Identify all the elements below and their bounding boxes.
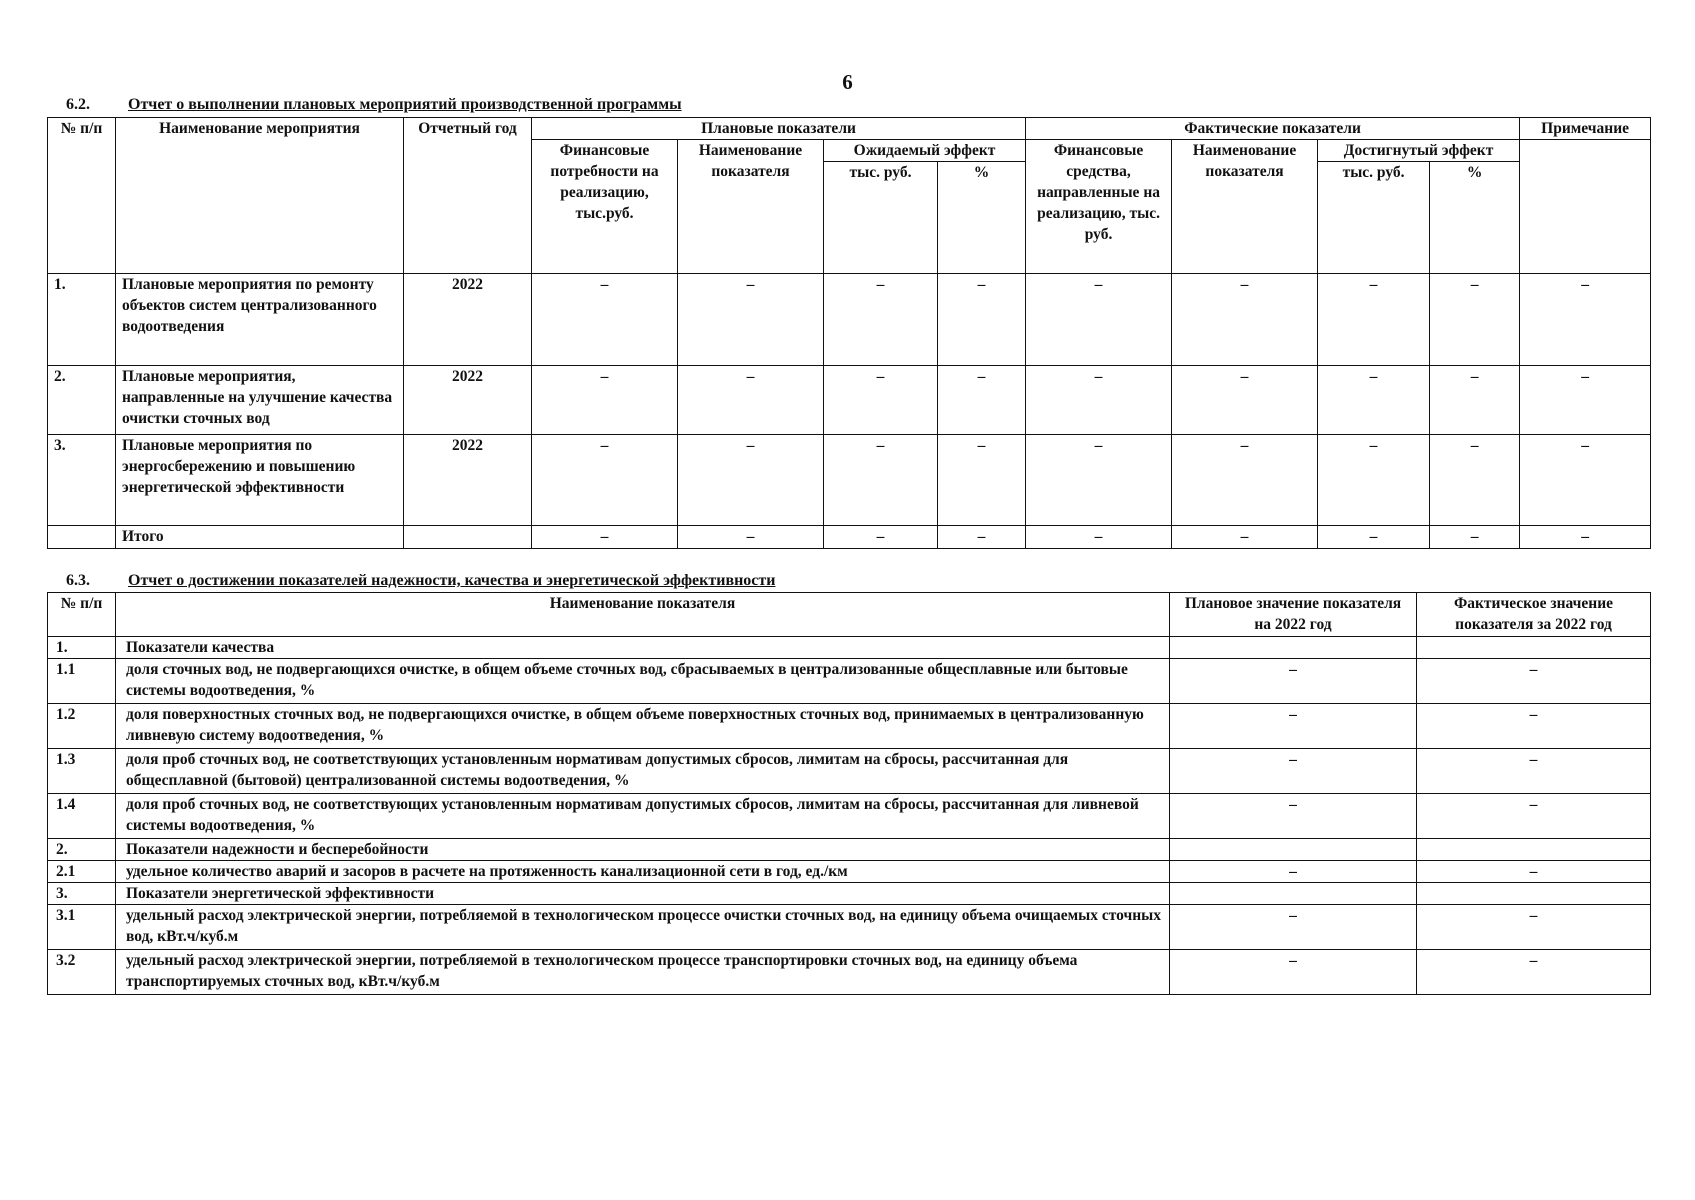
- indicators-table: [47, 592, 1651, 995]
- cell-fact-effect-rub: –: [1318, 366, 1430, 435]
- cell-plan-effect-rub: –: [824, 366, 938, 435]
- cell-plan-effect-rub: –: [824, 526, 938, 549]
- row-year: 2022: [404, 366, 532, 435]
- col-header-fact-effect-rub: тыс. руб.: [1318, 162, 1430, 274]
- row-name: доля сточных вод, не подвергающихся очистке, в общем объеме сточных вод, сбрасываемых в централизованные общесплавные или бытовые системы водоотведения, %: [116, 659, 1170, 704]
- cell-plan: –: [1170, 905, 1417, 950]
- row-name: Плановые мероприятия по ремонту объектов систем централизованного водоотведения: [116, 274, 404, 366]
- cell-fact-effect-pct: –: [1430, 366, 1520, 435]
- col-header-fact: Фактическое значение показателя за 2022 год: [1417, 593, 1651, 637]
- cell-plan-effect-rub: –: [824, 274, 938, 366]
- col-header-num: № п/п: [48, 593, 116, 637]
- cell-plan: –: [1170, 659, 1417, 704]
- section-number: 6.3.: [66, 572, 90, 589]
- row-name: Плановые мероприятия, направленные на улучшение качества очистки сточных вод: [116, 366, 404, 435]
- row-year: 2022: [404, 435, 532, 526]
- cell-fact-effect-pct: –: [1430, 435, 1520, 526]
- row-name: удельный расход электрической энергии, потребляемой в технологическом процессе очистки сточных вод, на единицу объема очищаемых сточных вод, кВт.ч/куб.м: [116, 905, 1170, 950]
- row-num: 1.3: [48, 749, 116, 794]
- cell-plan-indicator: –: [678, 366, 824, 435]
- cell-plan-effect-pct: –: [938, 435, 1026, 526]
- planned-activities-table: [47, 117, 1651, 549]
- row-num: 3.2: [48, 950, 116, 995]
- cell-note: –: [1520, 435, 1651, 526]
- cell-plan-fin: –: [532, 435, 678, 526]
- table-row: [48, 704, 1651, 749]
- table-row: [48, 905, 1651, 950]
- table-row: [48, 659, 1651, 704]
- row-year: 2022: [404, 274, 532, 366]
- table-row: [48, 839, 1651, 861]
- cell-fact: –: [1417, 704, 1651, 749]
- table-row: [48, 950, 1651, 995]
- cell-fact-effect-pct: –: [1430, 526, 1520, 549]
- col-header-fact-effect-pct: %: [1430, 162, 1520, 274]
- cell-fact: –: [1417, 659, 1651, 704]
- table-row: [48, 637, 1651, 659]
- table-row: [48, 794, 1651, 839]
- col-header-name: Наименование показателя: [116, 593, 1170, 637]
- row-num: 1.: [48, 274, 116, 366]
- col-header-note: Примечание: [1520, 118, 1651, 140]
- cell-fact: –: [1417, 794, 1651, 839]
- cell-fact-effect-pct: –: [1430, 274, 1520, 366]
- row-name: Показатели надежности и бесперебойности: [116, 839, 1170, 861]
- row-name: Итого: [116, 526, 404, 549]
- section-title: Отчет о достижении показателей надежности, качества и энергетической эффективности: [128, 572, 776, 589]
- col-header-fact-effect: Достигнутый эффект: [1318, 140, 1520, 162]
- col-header-planned: Плановые показатели: [532, 118, 1026, 140]
- cell-fact-effect-rub: –: [1318, 274, 1430, 366]
- row-name: доля проб сточных вод, не соответствующих установленным нормативам допустимых сбросов, лимитам на сбросы, рассчитанная для ливневой системы водоотведения, %: [116, 794, 1170, 839]
- row-name: доля проб сточных вод, не соответствующих установленным нормативам допустимых сбросов, лимитам на сбросы, рассчитанная для общесплавной (бытовой) централизованной системы водоотведения, %: [116, 749, 1170, 794]
- cell-plan: –: [1170, 861, 1417, 883]
- row-name: Плановые мероприятия по энергосбережению и повышению энергетической эффективности: [116, 435, 404, 526]
- row-year: [404, 526, 532, 549]
- col-header-plan-indicator: Наименование показателя: [678, 140, 824, 274]
- cell-fact: [1417, 883, 1651, 905]
- section-number: 6.2.: [66, 96, 90, 113]
- cell-fact-indicator: –: [1172, 526, 1318, 549]
- cell-plan-indicator: –: [678, 274, 824, 366]
- cell-note: –: [1520, 274, 1651, 366]
- cell-fact: [1417, 637, 1651, 659]
- row-num: 2.1: [48, 861, 116, 883]
- cell-plan-indicator: –: [678, 526, 824, 549]
- cell-plan: [1170, 883, 1417, 905]
- table-row: [48, 861, 1651, 883]
- total-row: [48, 526, 1651, 549]
- cell-fact-indicator: –: [1172, 274, 1318, 366]
- row-name: Показатели энергетической эффективности: [116, 883, 1170, 905]
- row-num: 3.1: [48, 905, 116, 950]
- page-number: 6: [842, 70, 853, 94]
- cell-plan: –: [1170, 794, 1417, 839]
- cell-plan-effect-rub: –: [824, 435, 938, 526]
- cell-fact-fin: –: [1026, 526, 1172, 549]
- cell-plan: –: [1170, 950, 1417, 995]
- cell-fact: [1417, 839, 1651, 861]
- cell-plan-effect-pct: –: [938, 366, 1026, 435]
- row-num: 1.2: [48, 704, 116, 749]
- col-header-fact-fin: Финансовые средства, направленные на реализацию, тыс. руб.: [1026, 140, 1172, 274]
- col-header-name: Наименование мероприятия: [116, 118, 404, 274]
- table-row: [48, 883, 1651, 905]
- section-heading-6-3: [66, 572, 775, 590]
- cell-note: –: [1520, 526, 1651, 549]
- col-header-plan-effect: Ожидаемый эффект: [824, 140, 1026, 162]
- row-num: 1.4: [48, 794, 116, 839]
- cell-fact-fin: –: [1026, 366, 1172, 435]
- section-title: Отчет о выполнении плановых мероприятий производственной программы: [128, 96, 682, 113]
- col-header-plan-effect-rub: тыс. руб.: [824, 162, 938, 274]
- cell-plan-effect-pct: –: [938, 274, 1026, 366]
- cell-plan-fin: –: [532, 526, 678, 549]
- col-header-actual: Фактические показатели: [1026, 118, 1520, 140]
- table-row: [48, 435, 1651, 526]
- cell-plan-fin: –: [532, 274, 678, 366]
- cell-fact-indicator: –: [1172, 366, 1318, 435]
- cell-plan-fin: –: [532, 366, 678, 435]
- cell-fact-indicator: –: [1172, 435, 1318, 526]
- cell-note: –: [1520, 366, 1651, 435]
- cell-fact-fin: –: [1026, 435, 1172, 526]
- row-name: удельный расход электрической энергии, потребляемой в технологическом процессе транспортировки сточных вод, на единицу объема транспортируемых сточных вод, кВт.ч/куб.м: [116, 950, 1170, 995]
- cell-plan-effect-pct: –: [938, 526, 1026, 549]
- cell-plan: –: [1170, 704, 1417, 749]
- row-num: [48, 526, 116, 549]
- col-header-note-empty: [1520, 140, 1651, 274]
- row-num: 3.: [48, 883, 116, 905]
- table-row: [48, 366, 1651, 435]
- cell-fact: –: [1417, 861, 1651, 883]
- row-num: 1.1: [48, 659, 116, 704]
- col-header-num: № п/п: [48, 118, 116, 274]
- row-name: удельное количество аварий и засоров в расчете на протяженность канализационной сети в год, ед./км: [116, 861, 1170, 883]
- col-header-plan: Плановое значение показателя на 2022 год: [1170, 593, 1417, 637]
- col-header-plan-effect-pct: %: [938, 162, 1026, 274]
- col-header-plan-fin: Финансовые потребности на реализацию, тыс.руб.: [532, 140, 678, 274]
- cell-plan-indicator: –: [678, 435, 824, 526]
- table-row: [48, 274, 1651, 366]
- row-name: Показатели качества: [116, 637, 1170, 659]
- cell-fact-effect-rub: –: [1318, 435, 1430, 526]
- table-row: [48, 749, 1651, 794]
- cell-fact: –: [1417, 950, 1651, 995]
- cell-fact: –: [1417, 905, 1651, 950]
- row-name: доля поверхностных сточных вод, не подвергающихся очистке, в общем объеме поверхностных сточных вод, принимаемых в централизованную ливневую систему водоотведения, %: [116, 704, 1170, 749]
- col-header-fact-indicator: Наименование показателя: [1172, 140, 1318, 274]
- col-header-year: Отчетный год: [404, 118, 532, 274]
- cell-plan: [1170, 637, 1417, 659]
- cell-fact-fin: –: [1026, 274, 1172, 366]
- row-num: 3.: [48, 435, 116, 526]
- cell-plan: –: [1170, 749, 1417, 794]
- section-heading-6-2: [66, 96, 682, 114]
- row-num: 1.: [48, 637, 116, 659]
- row-num: 2.: [48, 839, 116, 861]
- cell-fact: –: [1417, 749, 1651, 794]
- row-num: 2.: [48, 366, 116, 435]
- cell-plan: [1170, 839, 1417, 861]
- cell-fact-effect-rub: –: [1318, 526, 1430, 549]
